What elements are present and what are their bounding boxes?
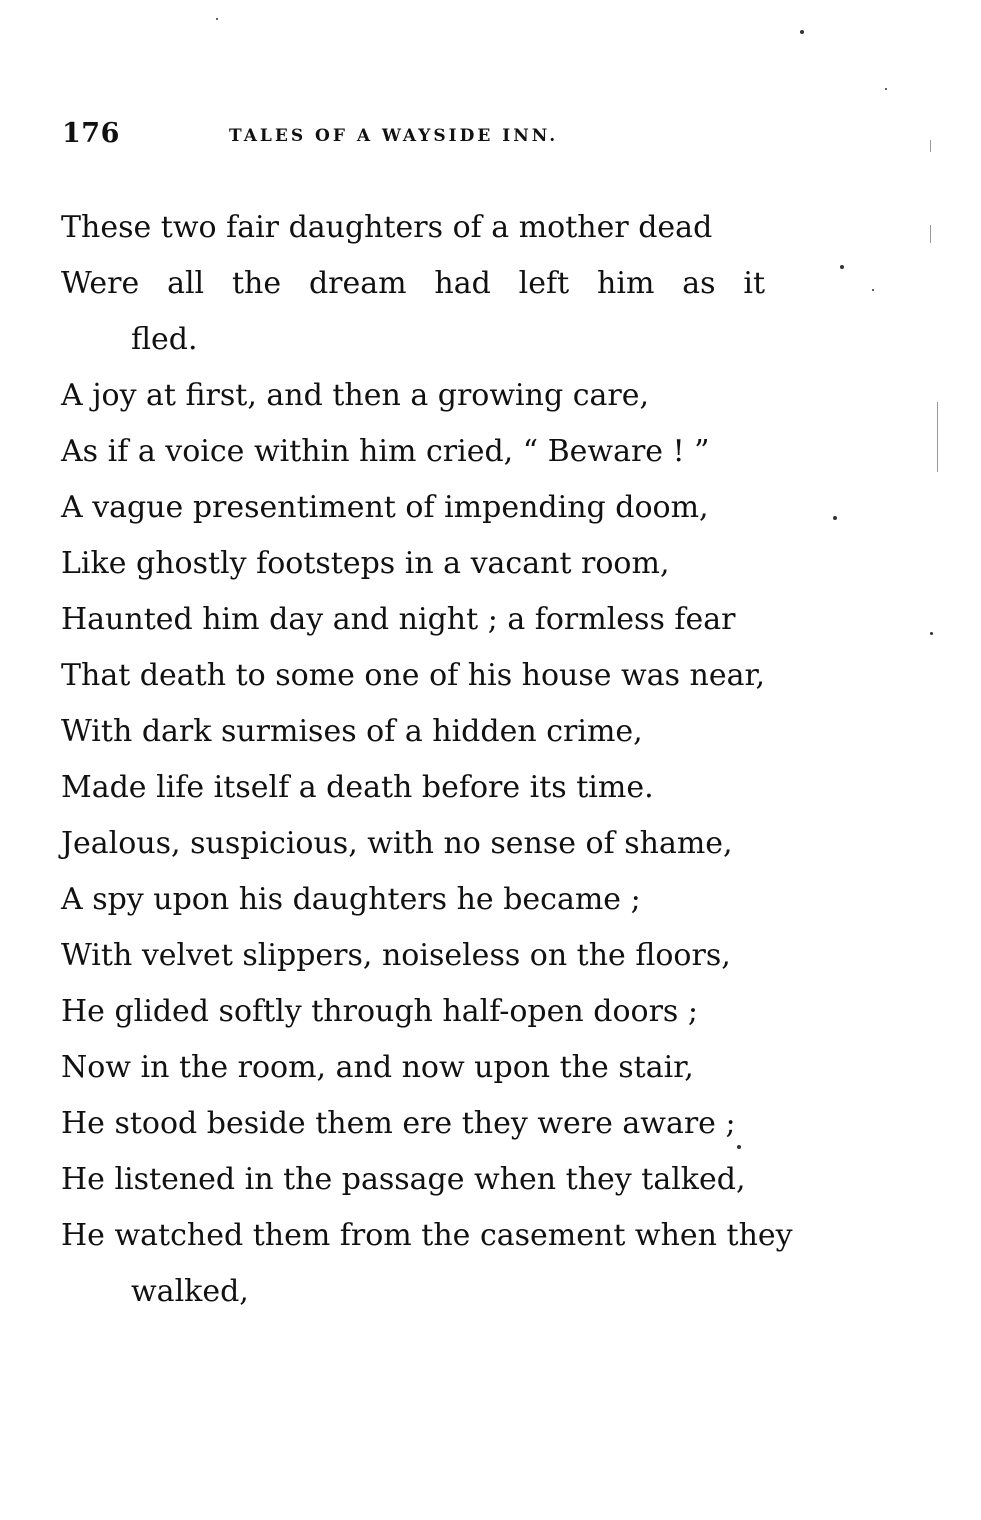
verse-line: He stood beside them ere they were aware ;	[61, 1106, 736, 1141]
scan-speck	[737, 1145, 741, 1149]
scan-speck	[216, 18, 218, 20]
verse-line: Made life itself a death before its time.	[61, 770, 654, 805]
verse-line: That death to some one of his house was near,	[61, 658, 766, 693]
scan-speck	[930, 225, 931, 243]
verse-line: As if a voice within him cried, “ Beware ! ”	[61, 434, 710, 469]
verse-line: Like ghostly footsteps in a vacant room,	[61, 546, 670, 581]
scan-speck	[840, 265, 844, 269]
running-head	[62, 118, 762, 158]
verse-line: With velvet slippers, noiseless on the floors,	[61, 938, 731, 973]
verse-line-continuation: fled.	[131, 322, 198, 357]
page-number: 176	[62, 118, 120, 149]
poem-text	[61, 205, 793, 1325]
scan-speck	[800, 30, 804, 34]
verse-line: A joy at first, and then a growing care,	[61, 378, 650, 413]
verse-line: A spy upon his daughters he became ;	[61, 882, 641, 917]
verse-line: With dark surmises of a hidden crime,	[61, 714, 643, 749]
verse-line: A vague presentiment of impending doom,	[61, 490, 709, 525]
verse-line: Haunted him day and night ; a formless fear	[61, 602, 736, 637]
scan-speck	[885, 88, 887, 90]
scan-speck	[833, 516, 837, 520]
verse-line: Jealous, suspicious, with no sense of shame,	[61, 826, 733, 861]
verse-line-continuation: walked,	[131, 1274, 249, 1309]
book-title: TALES OF A WAYSIDE INN.	[229, 126, 559, 146]
scan-speck	[930, 140, 931, 152]
verse-line: These two fair daughters of a mother dead	[61, 210, 713, 245]
scan-speck	[937, 402, 938, 472]
verse-line: He glided softly through half-open doors ;	[61, 994, 698, 1029]
verse-line: He watched them from the casement when they	[61, 1218, 793, 1253]
scan-speck	[872, 289, 874, 291]
verse-line: Now in the room, and now upon the stair,	[61, 1050, 694, 1085]
scan-speck	[930, 632, 933, 635]
verse-line: Were all the dream had left him as it	[61, 266, 765, 301]
verse-line: He listened in the passage when they talked,	[61, 1162, 746, 1197]
